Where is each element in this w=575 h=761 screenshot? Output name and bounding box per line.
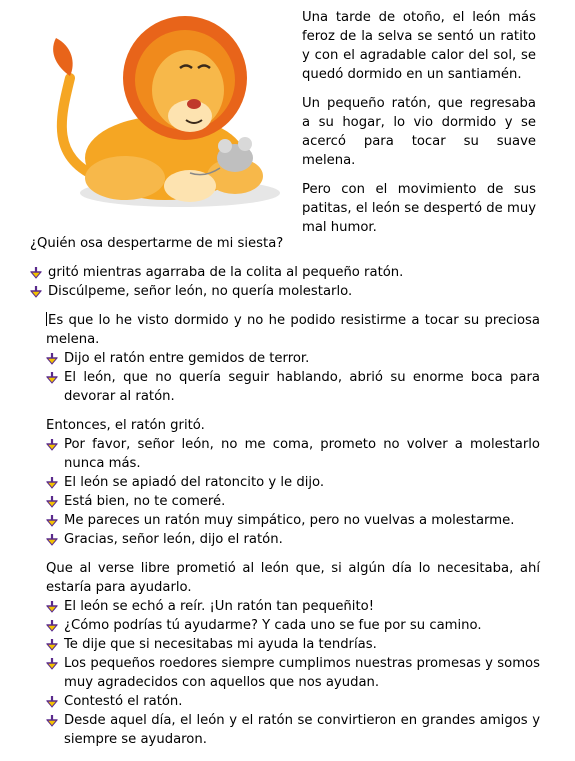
bullet-item: El león se apiadó del ratoncito y le dijo.	[46, 473, 540, 492]
arrow-bullet-icon	[30, 266, 42, 279]
bullet-item: Está bien, no te comeré.	[46, 492, 540, 511]
arrow-bullet-icon	[46, 352, 58, 365]
arrow-bullet-icon	[46, 438, 58, 451]
intro-paragraph: Pero con el movimiento de sus patitas, el león se despertó de muy mal humor.	[302, 182, 536, 235]
bullet-item: Desde aquel día, el león y el ratón se convirtieron en grandes amigos y siempre se ayudaron.	[46, 711, 540, 749]
bullet-item: Gracias, señor león, dijo el ratón.	[46, 530, 540, 549]
bullet-item: Te dije que si necesitabas mi ayuda la tendrías.	[46, 635, 540, 654]
bullet-item: Me pareces un ratón muy simpático, pero no vuelvas a molestarme.	[46, 511, 540, 530]
lion-and-mouse-illustration	[30, 8, 292, 218]
story-body	[30, 234, 540, 749]
arrow-bullet-icon	[46, 714, 58, 727]
arrow-bullet-icon	[46, 514, 58, 527]
arrow-bullet-icon	[46, 533, 58, 546]
bullet-item: Discúlpeme, señor león, no quería molestarlo.	[30, 282, 540, 301]
intro-text	[302, 8, 536, 247]
arrow-bullet-icon	[46, 619, 58, 632]
bullet-item: gritó mientras agarraba de la colita al pequeño ratón.	[30, 263, 540, 282]
text-cursor	[46, 312, 47, 326]
bullet-item: El león se echó a reír. ¡Un ratón tan pequeñito!	[46, 597, 540, 616]
bullet-item: Por favor, señor león, no me coma, prometo no volver a molestarlo nunca más.	[46, 435, 540, 473]
arrow-bullet-icon	[30, 285, 42, 298]
arrow-bullet-icon	[46, 371, 58, 384]
bullet-item: El león, que no quería seguir hablando, abrió su enorme boca para devorar al ratón.	[46, 368, 540, 406]
arrow-bullet-icon	[46, 638, 58, 651]
intro-paragraph: Una tarde de otoño, el león más feroz de la selva se sentó un ratito y con el agradable calor del sol, se quedó dormido en un santiamén.	[302, 10, 536, 82]
story-paragraph: Que al verse libre prometió al león que, si algún día lo necesitaba, ahí estaría para ayudarlo.	[46, 561, 540, 595]
story-paragraph: Es que lo he visto dormido y no he podido resistirme a tocar su preciosa melena.	[46, 313, 540, 347]
arrow-bullet-icon	[46, 476, 58, 489]
arrow-bullet-icon	[46, 600, 58, 613]
arrow-bullet-icon	[46, 495, 58, 508]
bullet-item: ¿Cómo podrías tú ayudarme? Y cada uno se fue por su camino.	[46, 616, 540, 635]
arrow-bullet-icon	[46, 657, 58, 670]
bullet-item: Contestó el ratón.	[46, 692, 540, 711]
story-paragraph: Entonces, el ratón gritó.	[46, 418, 205, 433]
question-line: ¿Quién osa despertarme de mi siesta?	[30, 236, 284, 251]
intro-paragraph: Un pequeño ratón, que regresaba a su hogar, lo vio dormido y se acercó para tocar su suave melena.	[302, 96, 536, 168]
bullet-item: Dijo el ratón entre gemidos de terror.	[46, 349, 540, 368]
bullet-item: Los pequeños roedores siempre cumplimos nuestras promesas y somos muy agradecidos con aquellos que nos ayudan.	[46, 654, 540, 692]
arrow-bullet-icon	[46, 695, 58, 708]
